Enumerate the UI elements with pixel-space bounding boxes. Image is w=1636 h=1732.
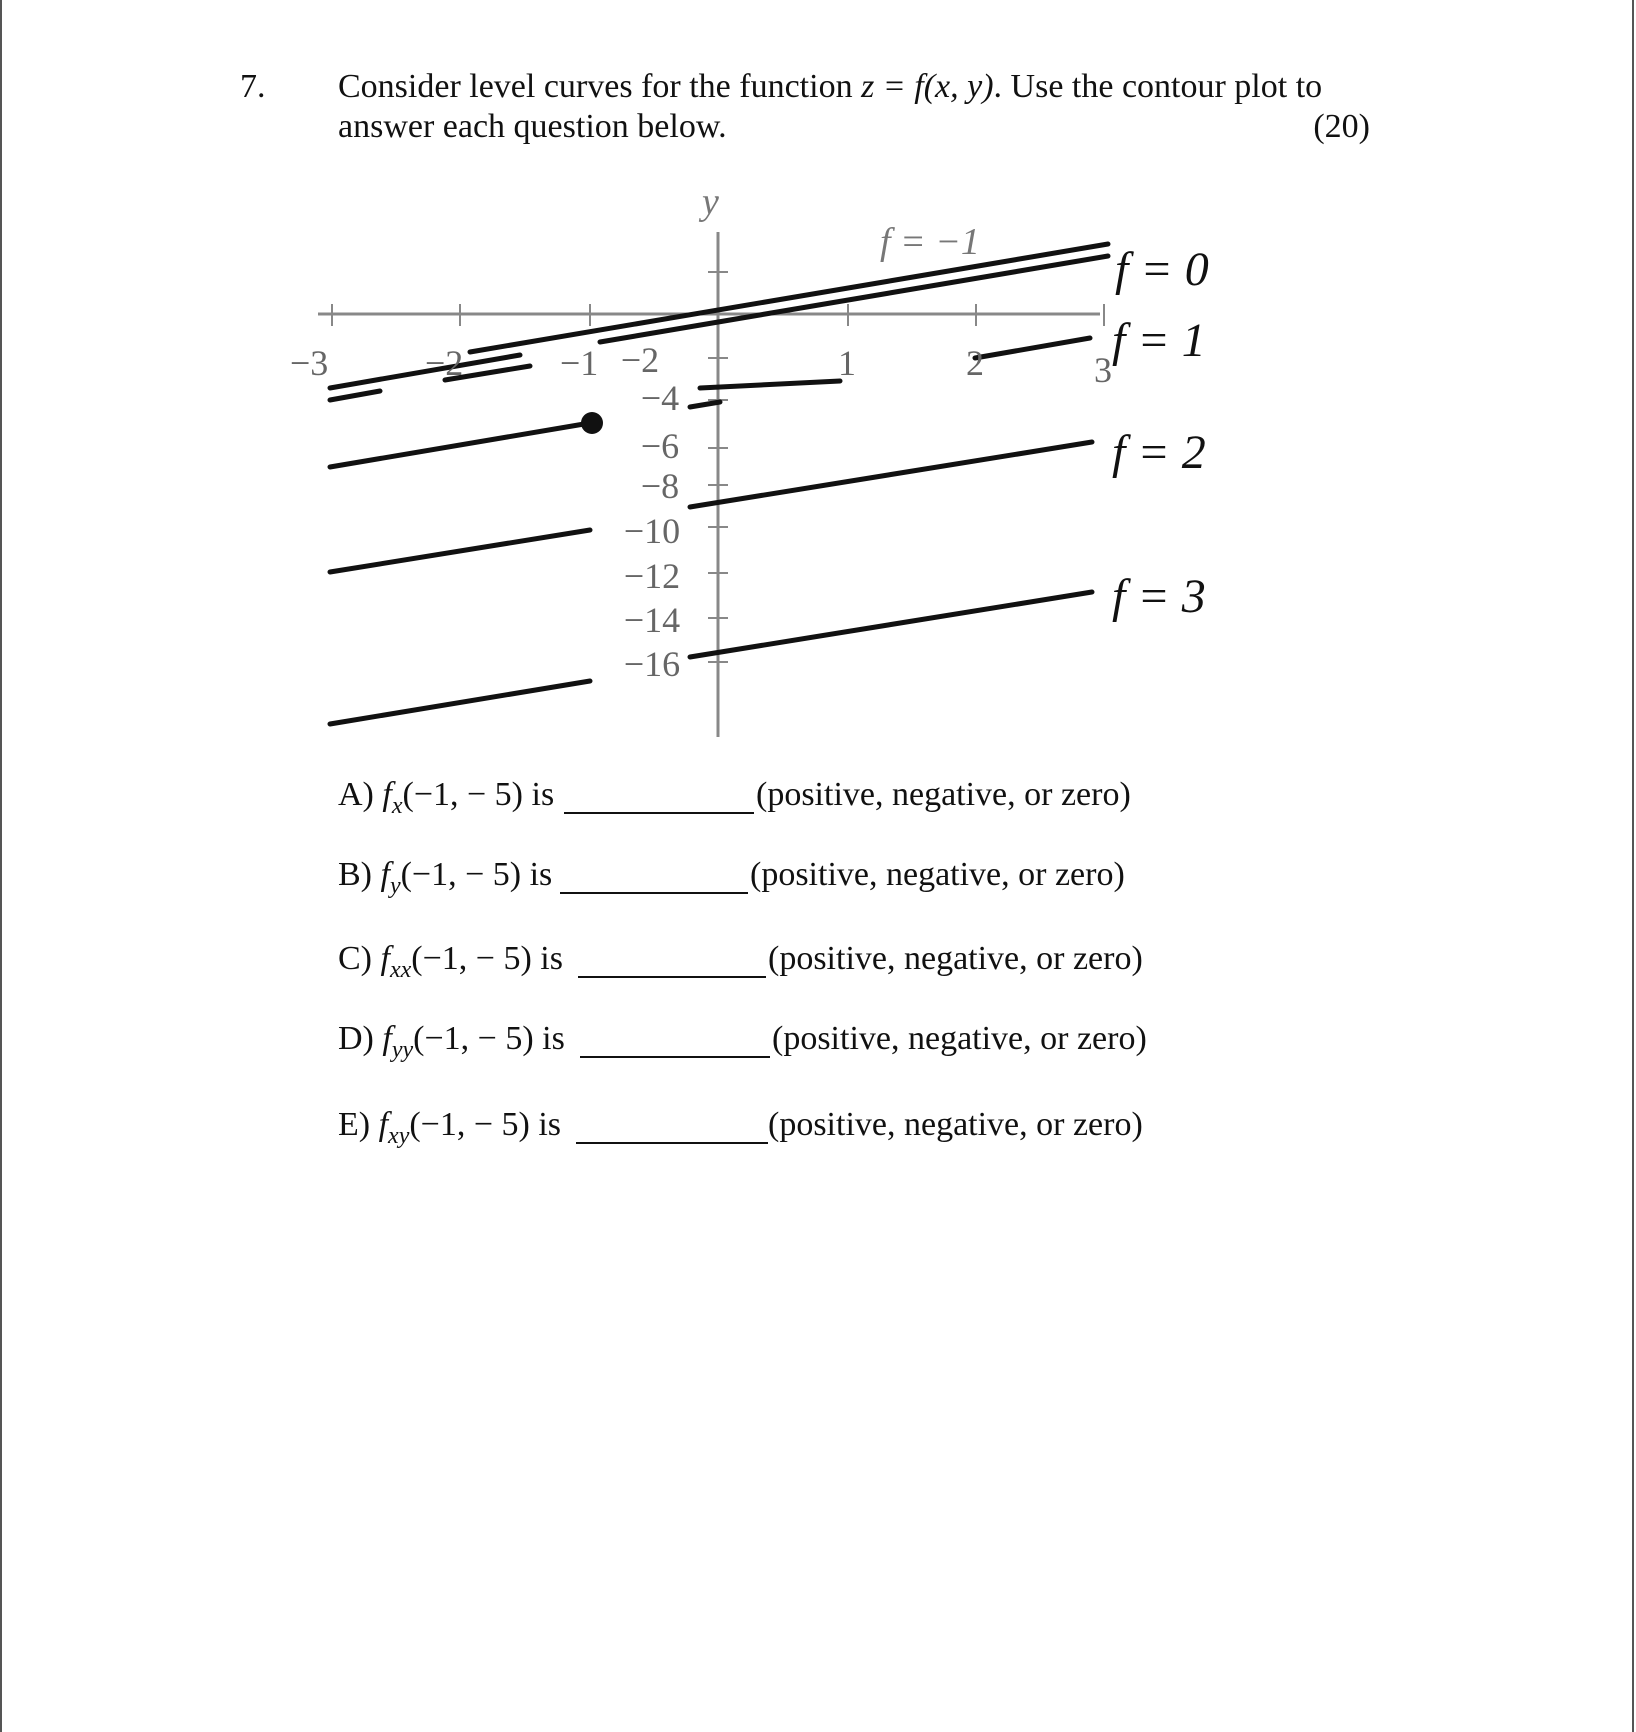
level-label-f-3: f = 3	[1112, 570, 1206, 623]
answer-blank-e[interactable]	[576, 1142, 768, 1144]
question-c	[338, 940, 1143, 984]
x-tick-label: 3	[1094, 350, 1112, 390]
function-args: (−1, − 5)	[413, 1020, 534, 1057]
question-b	[338, 856, 1125, 900]
subscript: xx	[389, 956, 412, 983]
question-letter: E)	[338, 1106, 371, 1143]
function-args: (−1, − 5)	[411, 940, 532, 977]
level-label-f-neg1: f = −1	[880, 221, 980, 263]
x-tick-label: −1	[560, 343, 599, 383]
subscript: y	[389, 872, 401, 899]
question-letter: A)	[338, 776, 374, 813]
answer-blank-b[interactable]	[560, 892, 748, 894]
level-label-f-1: f = 1	[1112, 314, 1206, 367]
is-word: is	[542, 1020, 565, 1057]
marked-point	[581, 412, 603, 434]
x-tick-label: −2	[425, 343, 464, 383]
answer-options: (positive, negative, or zero)	[772, 1020, 1147, 1057]
is-word: is	[538, 1106, 562, 1143]
y-tick-label: −6	[640, 426, 680, 466]
answer-options: (positive, negative, or zero)	[768, 1106, 1143, 1143]
level-curve-f-4	[690, 592, 1092, 657]
prompt-text: Consider level curves for the function	[338, 68, 853, 105]
is-word: is	[529, 856, 553, 893]
question-letter: D)	[338, 1020, 374, 1057]
is-word: is	[540, 940, 563, 977]
subscript: yy	[391, 1036, 414, 1063]
y-tick-label: −14	[623, 600, 681, 640]
question-a	[338, 776, 1131, 820]
function-args: (−1, − 5)	[409, 1106, 530, 1143]
question-prompt-line-2: answer each question below.	[338, 108, 727, 145]
level-label-f-0: f = 0	[1115, 243, 1209, 296]
answer-blank-c[interactable]	[578, 976, 766, 978]
level-curve-f-2	[690, 402, 720, 407]
function-name: f	[382, 1020, 392, 1057]
answer-options: (positive, negative, or zero)	[768, 940, 1143, 977]
subscript: xy	[388, 1122, 410, 1149]
x-tick-label: 2	[966, 343, 984, 383]
y-tick-label: −8	[640, 466, 680, 506]
question-number: 7.	[240, 68, 266, 105]
y-tick-label: −2	[620, 340, 660, 380]
function-name: f	[378, 1106, 389, 1143]
answer-options: (positive, negative, or zero)	[756, 776, 1131, 813]
function-expression: z = f(x, y)	[861, 68, 994, 105]
question-e	[338, 1106, 1143, 1150]
level-curve-f-1	[330, 391, 380, 400]
x-tick-label: −3	[290, 343, 329, 383]
is-word: is	[531, 776, 555, 813]
level-curve-f-0	[600, 256, 1108, 342]
subscript: x	[391, 792, 403, 819]
question-letter: C)	[338, 940, 372, 977]
question-points: (20)	[1313, 108, 1370, 145]
prompt-text-end: . Use the contour plot to	[993, 68, 1323, 105]
function-args: (−1, − 5)	[400, 856, 522, 893]
answer-blank-d[interactable]	[580, 1056, 770, 1058]
x-tick-label: 1	[838, 343, 856, 383]
level-curve-f-neg1	[470, 244, 1108, 352]
y-axis-label: y	[702, 181, 719, 223]
function-name: f	[380, 856, 390, 893]
function-name: f	[380, 940, 390, 977]
level-label-f-2: f = 2	[1112, 426, 1206, 479]
contour-plot	[0, 0, 1636, 760]
function-args: (−1, − 5)	[402, 776, 523, 813]
y-tick-label: −4	[640, 378, 680, 418]
level-curve-f-2	[330, 423, 590, 467]
level-curve-f-3a	[690, 442, 1092, 507]
y-tick-label: −12	[623, 556, 681, 596]
level-curve-f-5	[330, 681, 590, 724]
level-curve-f-1	[975, 338, 1090, 358]
y-tick-label: −10	[623, 511, 681, 551]
function-name: f	[382, 776, 392, 813]
answer-blank-a[interactable]	[564, 812, 754, 814]
answer-options: (positive, negative, or zero)	[750, 856, 1125, 893]
level-curve-f-1	[700, 381, 840, 388]
y-tick-label: −16	[623, 644, 681, 684]
question-d	[338, 1020, 1147, 1064]
level-curve-f-3b	[330, 530, 590, 572]
question-letter: B)	[338, 856, 372, 893]
